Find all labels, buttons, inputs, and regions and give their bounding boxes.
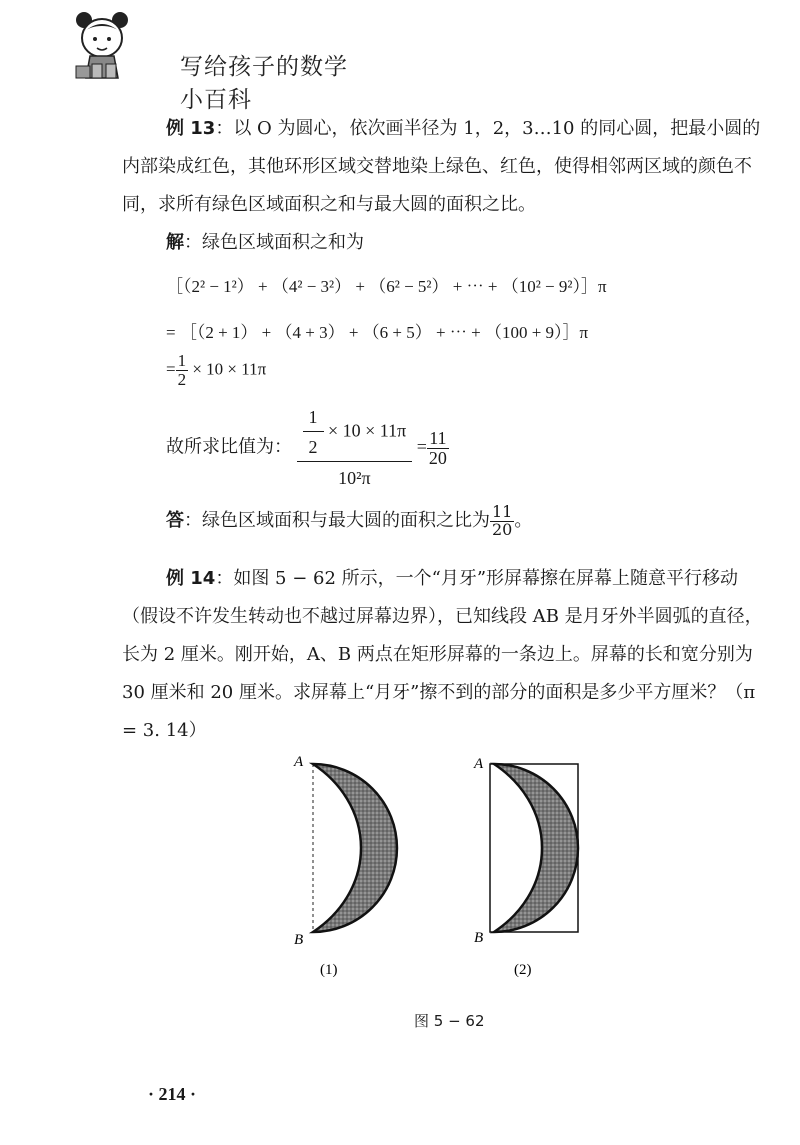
label-b-1: B: [294, 932, 304, 948]
figure-1: [293, 754, 397, 978]
page-header: [62, 4, 362, 113]
figure-2: [473, 756, 578, 978]
ratio-fraction: $\frac{1}{2}$ × 10 × 11π 10²π: [297, 408, 413, 489]
book-title: 写给孩子的数学小百科: [180, 54, 348, 113]
solution-line-3-rest: × 10 × 11π: [192, 359, 267, 379]
ratio-equation: 故所求比值为： $\frac{1}{2}$ × 10 × 11π 10²π = $\frac{11}{20}$: [166, 407, 447, 488]
example-14-paragraph: [122, 560, 772, 750]
answer-text: ：绿色区域面积与最大圆的面积之比为: [184, 510, 490, 531]
solution-line-2: = ［（2 + 1） + （4 + 3） + （6 + 5） + ⋯ + （100 + 9）］π: [166, 323, 589, 342]
solution-line-3: = $\frac{1}{2}$ × 10 × 11π: [166, 351, 267, 389]
figure-caption: 图 5 − 62: [414, 1012, 485, 1030]
subfigure-1-label: (1): [320, 962, 338, 978]
label-b-2: B: [474, 930, 484, 946]
example-13-paragraph: [122, 110, 772, 224]
solution-label: 解: [166, 232, 184, 253]
answer-paragraph: 答：绿色区域面积与最大圆的面积之比为 $\frac{11}{20}$ 。: [166, 501, 533, 539]
solution-heading: [122, 224, 772, 262]
example-13-label: 例 13: [166, 118, 216, 139]
crescent-figure: [260, 752, 620, 982]
example-13-text: ：以 O 为圆心，依次画半径为 1，2，3…10 的同心圆，把最小圆的内部染成红色，其他环形区域交替地染上绿色、红色，使得相邻两区域的颜色不同，求所有绿色区域面积之和与最大圆的面积之比。: [122, 118, 761, 215]
cartoon-girl-icon: [62, 4, 172, 86]
answer-label: 答: [166, 510, 184, 531]
label-a-2: A: [474, 756, 484, 772]
example-14-text: ：如图 5 − 62 所示，一个“月牙”形屏幕擦在屏幕上随意平行移动（假设不许发生转动也不越过屏幕边界），已知线段 AB 是月牙外半圆弧的直径，长为 2 厘米。刚开始，A、B 两点在矩形屏幕的一条边上。屏幕的长和宽分别为 30 厘米和 20 厘米。求屏幕上“月牙”擦不到的部分的面积是多少平方厘米？（π = 3. 14）: [122, 568, 763, 741]
ratio-result: $\frac{11}{20}$: [428, 428, 447, 468]
half-fraction: $\frac{1}{2}$: [177, 351, 187, 389]
answer-fraction: $\frac{11}{20}$: [492, 501, 513, 539]
ratio-prefix: 故所求比值为：: [166, 436, 292, 458]
subfigure-2-label: (2): [514, 962, 532, 978]
label-a-1: A: [294, 754, 304, 770]
solution-line-1: ［（2² − 1²） + （4² − 3²） + （6² − 5²） + ⋯ + （10² − 9²）］π: [166, 277, 607, 296]
solution-text: ：绿色区域面积之和为: [184, 232, 364, 253]
example-14-label: 例 14: [166, 568, 216, 589]
page-number: · 214 ·: [148, 1084, 197, 1104]
